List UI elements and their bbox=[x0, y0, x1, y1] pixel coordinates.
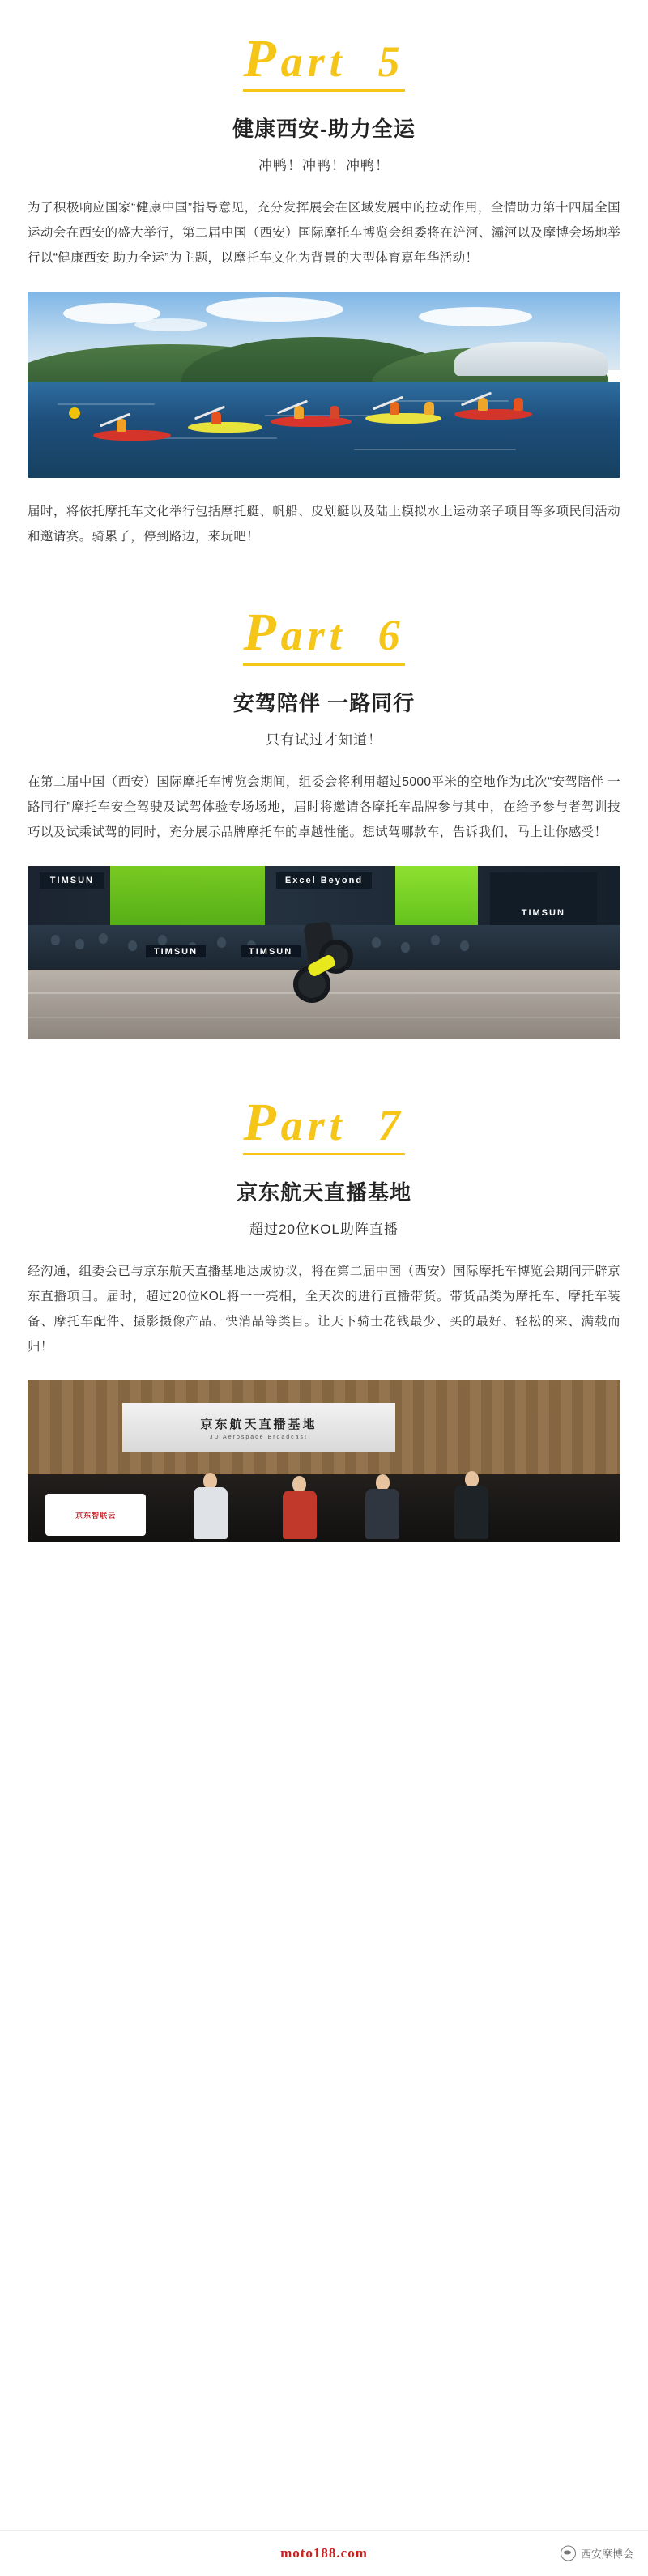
part-7-title-text bbox=[238, 1092, 409, 1156]
part-6-number: 6 bbox=[377, 611, 405, 660]
photo-cloud bbox=[134, 318, 207, 331]
photo-person bbox=[365, 1474, 399, 1539]
photo-building bbox=[454, 342, 608, 375]
section-part-5 bbox=[0, 0, 648, 549]
part-7-paragraph-1: 经沟通，组委会已与京东航天直播基地达成协议，将在第二届中国（西安）国际摩托车博览会期间开辟京东直播项目。届时，超过20位KOL将一一亮相，全天次的进行直播带货。带货品类为摩托车、摩托车装备、摩托车配件、摄影摄像产品、快消品等类目。让天下骑士花钱最少、买的最好、轻松的来、满载而归！ bbox=[28, 1265, 620, 1354]
photo-screen-subtitle: JD Aerospace Broadcast bbox=[209, 1434, 308, 1440]
photo-banner: Excel Beyond bbox=[276, 872, 371, 888]
photo-cloud bbox=[419, 307, 532, 326]
footer-account[interactable] bbox=[561, 2546, 633, 2561]
part-5-title-word: art bbox=[280, 37, 347, 86]
photo-banner: TIMSUN bbox=[40, 872, 105, 888]
part-7-photo-livestream bbox=[28, 1380, 620, 1542]
photo-kayak bbox=[454, 409, 532, 420]
photo-podium bbox=[45, 1494, 146, 1536]
photo-screen-title: 京东航天直播基地 bbox=[200, 1417, 318, 1431]
photo-cloud bbox=[206, 297, 343, 322]
photo-person bbox=[283, 1476, 317, 1539]
part-6-photo-stunt bbox=[28, 866, 620, 1039]
photo-motorcycle bbox=[288, 953, 350, 1003]
part-6-title-text bbox=[238, 603, 409, 666]
part-5-photo-kayak bbox=[28, 292, 620, 478]
part-5-heading bbox=[0, 29, 648, 92]
part-5-title-initial: P bbox=[243, 29, 281, 88]
part-5-paragraph-1: 为了积极响应国家“健康中国”指导意见，充分发挥展会在区域发展中的拉动作用，全情助力第十四届全国运动会在西安的盛大举行，第二届中国（西安）国际摩托车博览会组委将在浐河、灞河以及摩博会场地举行以“健康西安 助力全运”为主题，以摩托车文化为背景的大型体育嘉年华活动！ bbox=[28, 201, 620, 266]
part-7-section-subtitle: 超过20位KOL助阵直播 bbox=[249, 1222, 399, 1238]
photo-banner-vertical: TIMSUN bbox=[490, 872, 597, 952]
photo-banner: TIMSUN bbox=[241, 945, 301, 957]
section-part-7 bbox=[0, 1092, 648, 1542]
part-6-paragraph-1: 在第二届中国（西安）国际摩托车博览会期间，组委会将利用超过5000平米的空地作为此次“安驾陪伴 一路同行”摩托车安全驾驶及试驾体验专场场地，届时将邀请各摩托车品牌参与其中，在给予参与者驾训技巧以及试乘试驾的同时，充分展示品牌摩托车的卓越性能。想试驾哪款车，告诉我们，马上让你感受！ bbox=[28, 774, 620, 839]
part-5-title-text bbox=[238, 29, 409, 92]
photo-person bbox=[454, 1471, 488, 1539]
footer-site-url[interactable]: moto188.com bbox=[280, 2545, 368, 2561]
part-7-number: 7 bbox=[377, 1100, 405, 1149]
part-7-title-word: art bbox=[280, 1100, 347, 1149]
photo-led-screen bbox=[122, 1403, 395, 1452]
wechat-icon bbox=[561, 2546, 576, 2561]
part-6-heading bbox=[0, 603, 648, 665]
part-5-number: 5 bbox=[377, 37, 405, 86]
part-6-section-subtitle: 只有试过才知道！ bbox=[266, 731, 382, 748]
photo-banner: TIMSUN bbox=[146, 945, 205, 957]
part-7-heading bbox=[0, 1092, 648, 1155]
part-7-section-title: 京东航天直播基地 bbox=[236, 1180, 411, 1205]
part-5-section-subtitle: 冲鸭！冲鸭！冲鸭！ bbox=[258, 158, 390, 174]
footer-account-name: 西安摩博会 bbox=[580, 2548, 633, 2561]
photo-kayak bbox=[93, 430, 171, 441]
part-5-section-title: 健康西安-助力全运 bbox=[232, 117, 416, 142]
part-6-section-title: 安驾陪伴 一路同行 bbox=[232, 690, 416, 715]
part-6-title-initial: P bbox=[243, 603, 281, 663]
page-footer bbox=[0, 2530, 648, 2576]
photo-podium-label: 京东智联云 bbox=[75, 1511, 117, 1520]
photo-kayak bbox=[188, 422, 262, 433]
part-7-title-initial: P bbox=[243, 1092, 281, 1152]
section-part-6 bbox=[0, 603, 648, 1039]
part-5-paragraph-2: 届时，将依托摩托车文化举行包括摩托艇、帆船、皮划艇以及陆上模拟水上运动亲子项目等多项民间活动和邀请赛。骑累了，停到路边，来玩吧！ bbox=[28, 505, 620, 544]
part-6-title-word: art bbox=[280, 611, 347, 660]
photo-person bbox=[194, 1473, 228, 1539]
